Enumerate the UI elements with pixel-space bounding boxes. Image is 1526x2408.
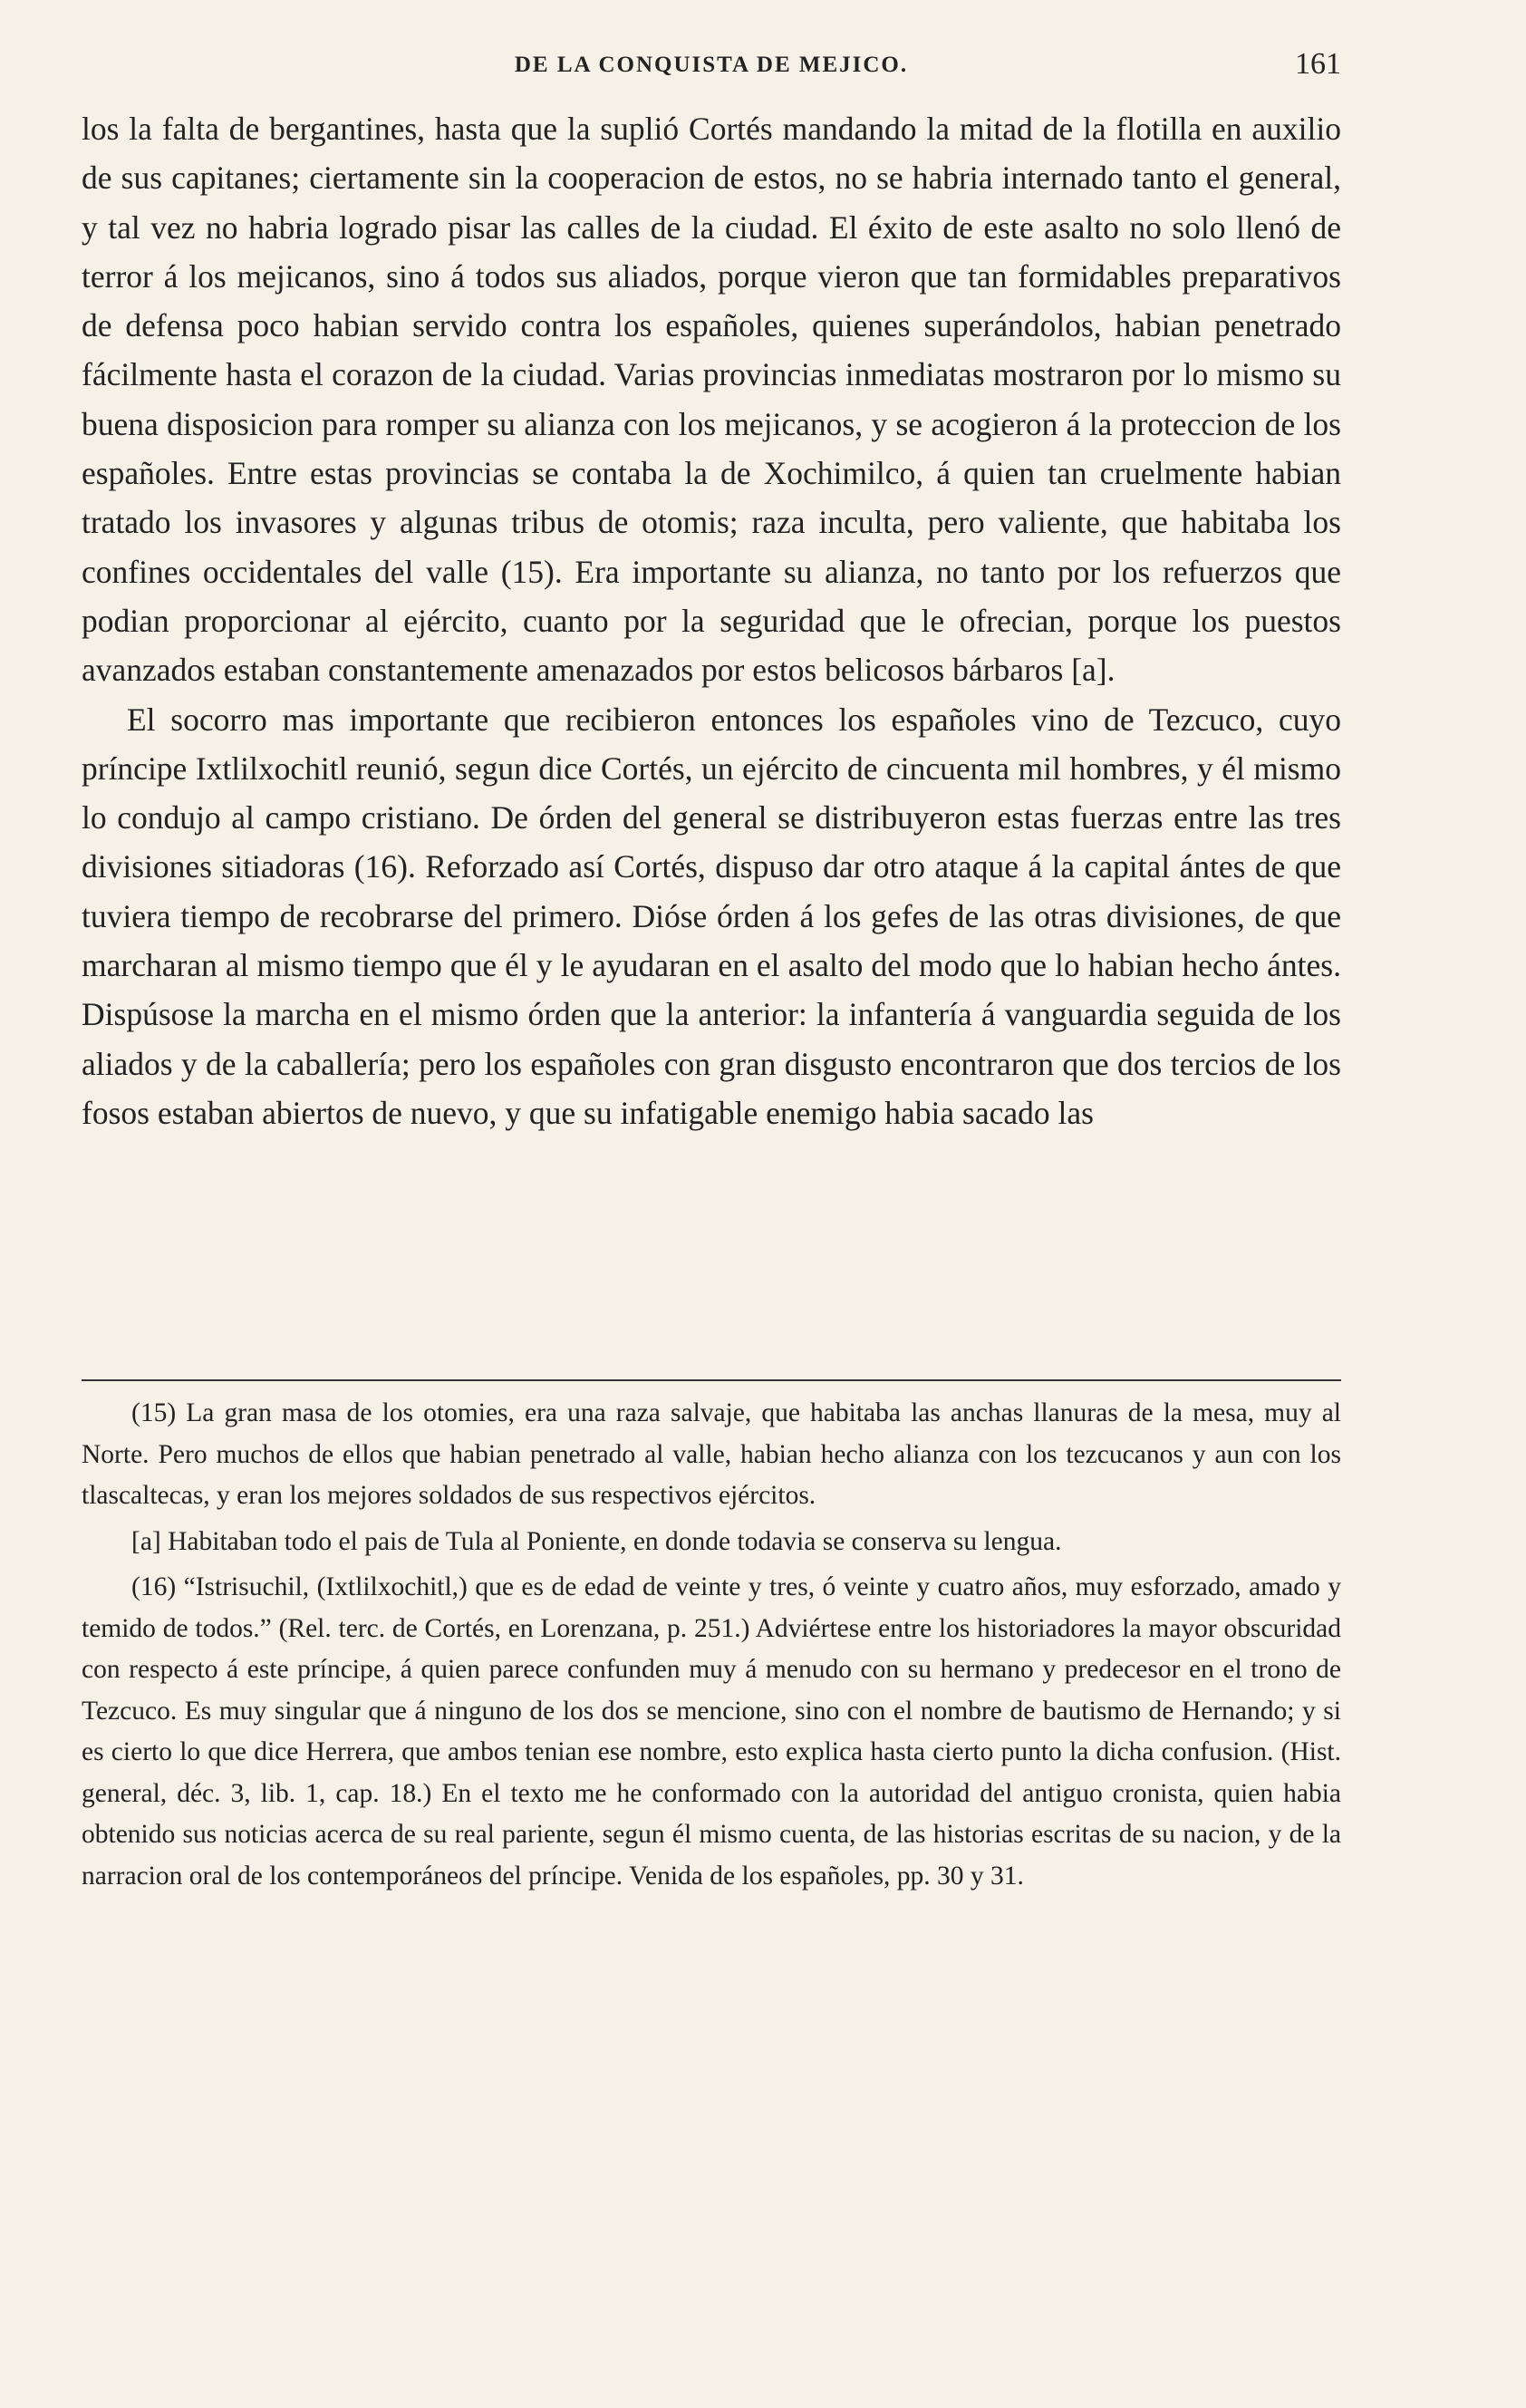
page-number: 161 xyxy=(1295,47,1341,81)
footnote-rule xyxy=(82,1379,1341,1381)
footnote-15: (15) La gran masa de los otomies, era una raza salvaje, que habitaba las anchas llanuras de la mesa, muy al Norte. Pero muchos de ellos que habian penetrado al valle, habian hecho alianza con los tezcucanos y aun con los tlascaltecas, y eran los mejores soldados de sus respectivos ejércitos. xyxy=(82,1398,1341,1510)
paragraph-1: los la falta de bergantines, hasta que la suplió Cortés mandando la mitad de la flotilla en auxilio de sus capitanes; ciertamente sin la cooperacion de estos, no se habria internado tanto el general, y tal vez no habria logrado pisar las calles de la ciudad. El éxito de este asalto no solo llenó de terror á los mejicanos, sino á todos sus aliados, porque vieron que tan formidables preparativos de defensa poco habian servido contra los españoles, quienes superándolos, habian penetrado fácilmente hasta el corazon de la ciudad. Varias provincias inmediatas mostraron por lo mismo su buena disposicion para romper su alianza con los mejicanos, y se acogieron á la proteccion de los españoles. Entre estas provincias se contaba la de Xochimilco, á quien tan cruelmente habian tratado los invasores y algunas tribus de otomis; raza inculta, pero valiente, que habitaba los confines occidentales del valle (15). Era importante su alianza, no tanto por los refuerzos que podian proporcionar al ejército, cuanto por la seguridad que le ofrecian, porque los puestos avanzados estaban constantemente amenazados por estos belicosos bárbaros [a]. xyxy=(82,111,1341,689)
page-header xyxy=(82,47,1341,98)
footnote-a: [a] Habitaban todo el pais de Tula al Poniente, en donde todavia se conserva su lengua. xyxy=(131,1526,1062,1556)
running-head: DE LA CONQUISTA DE MEJICO. xyxy=(514,53,909,77)
paragraph-2: El socorro mas importante que recibieron entonces los españoles vino de Tezcuco, cuyo príncipe Ixtlilxochitl reunió, segun dice Cortés, un ejército de cincuenta mil hombres, y él mismo lo condujo al campo cristiano. De órden del general se distribuyeron estas fuerzas entre las tres divisiones sitiadoras (16). Reforzado así Cortés, dispuso dar otro ataque á la capital ántes de que tuviera tiempo de recobrarse del primero. Dióse órden á los gefes de las otras divisiones, de que marcharan al mismo tiempo que él y le ayudaran en el asalto del modo que lo habian hecho ántes. Dispúsose la marcha en el mismo órden que la anterior: la infantería á vanguardia seguida de los aliados y de la caballería; pero los españoles con gran disgusto encontraron que dos tercios de los fosos estaban abiertos de nuevo, y que su infatigable enemigo habia sacado las xyxy=(82,701,1341,1131)
footnotes xyxy=(82,1393,1341,1897)
main-text xyxy=(82,104,1341,1137)
footnote-16: (16) “Istrisuchil, (Ixtlilxochitl,) que es de edad de veinte y tres, ó veinte y cuatro años, muy esforzado, amado y temido de todos.” (Rel. terc. de Cortés, en Lorenzana, p. 251.) Adviértese entre los historiadores la mayor obscuridad con respecto á este príncipe, á quien parece confunden muy á menudo con su hermano y predecesor en el trono de Tezcuco. Es muy singular que á ninguno de los dos se mencione, sino con el nombre de bautismo de Hernando; y si es cierto lo que dice Herrera, que ambos tenian ese nombre, esto explica hasta cierto punto la dicha confusion. (Hist. general, déc. 3, lib. 1, cap. 18.) En el texto me he conformado con la autoridad del antiguo cronista, quien habia obtenido sus noticias acerca de su real pariente, segun él mismo cuenta, de las historias escritas de su nacion, y de la narracion oral de los contemporáneos del príncipe. Venida de los españoles, pp. 30 y 31. xyxy=(82,1572,1341,1891)
